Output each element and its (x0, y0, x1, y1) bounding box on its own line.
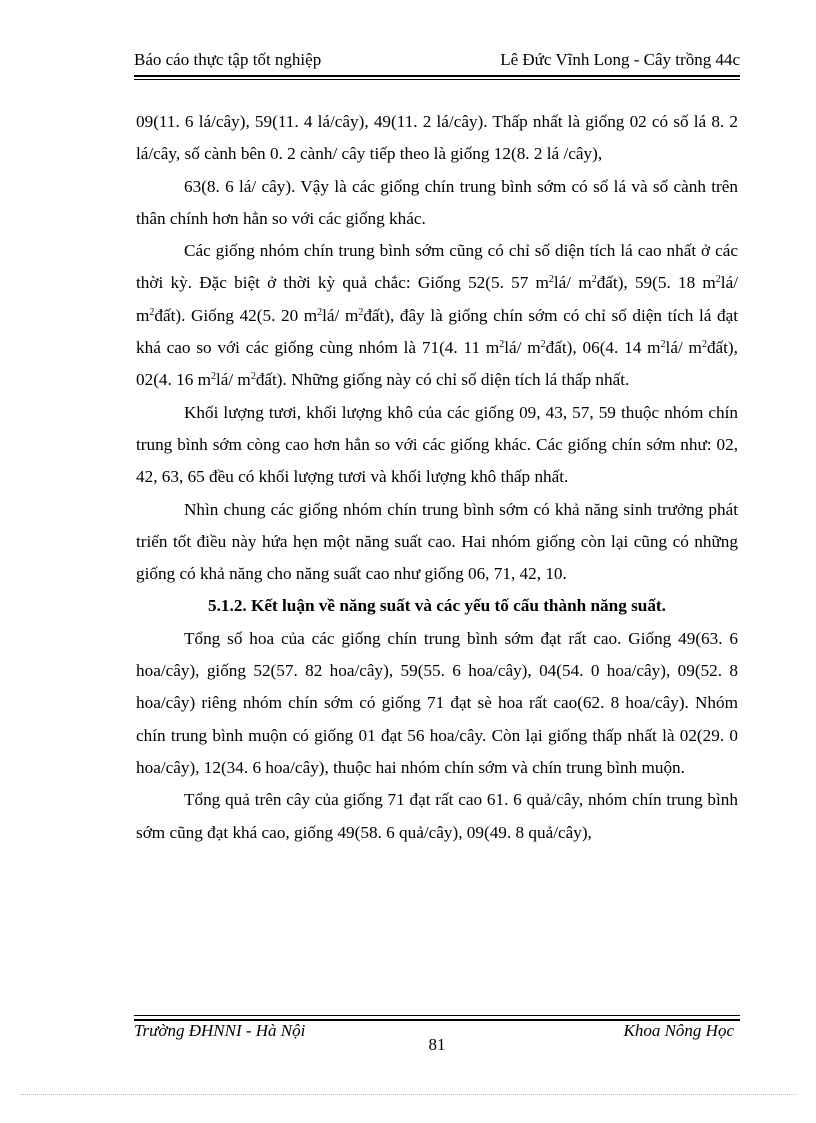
document-body (136, 106, 738, 849)
page-footer (134, 1021, 740, 1061)
paragraph-7: Tổng quả trên cây của giống 71 đạt rất cao 61. 6 quả/cây, nhóm chín trung bình sớm cũng đạt khá cao, giống 49(58. 6 quả/cây), 09(49. 8 quả/cây), (136, 790, 738, 842)
paragraph-5: Nhìn chung các giống nhóm chín trung bình sớm có khả năng sinh trưởng phát triển tốt điều này hứa hẹn một năng suất cao. Hai nhóm giống còn lại cũng có những giống có khả năng cho năng suất cao như giống 06, 71, 42, 10. (136, 499, 738, 584)
paragraph-6: Tổng số hoa của các giống chín trung bình sớm đạt rất cao. Giống 49(63. 6 hoa/cây), giống 52(57. 82 hoa/cây), 59(55. 6 hoa/cây), 04(54. 0 hoa/cây), 09(52. 8 hoa/cây) riêng nhóm chín sớm có giống 71 đạt sè hoa rất cao(62. 8 hoa/cây). Nhóm chín trung bình muộn có giống 01 đạt 56 hoa/cây. Còn lại giống thấp nhất là 02(29. 0 hoa/cây), 12(34. 6 hoa/cây), thuộc hai nhóm chín sớm và chín trung bình muộn. (136, 628, 738, 777)
footer-rule-thin (134, 1015, 740, 1016)
header-report-title: Báo cáo thực tập tốt nghiệp (134, 50, 322, 69)
page-number: 81 (428, 1035, 446, 1054)
paragraph-4: Khối lượng tươi, khối lượng khô của các giống 09, 43, 57, 59 thuộc nhóm chín trung bình sớm còng cao hơn hẳn so với các giống khác. Các giống chín sớm như: 02, 42, 63, 65 đều có khối lượng tươi và khối lượng khô thấp nhất. (136, 402, 738, 487)
section-heading: 5.1.2. Kết luận về năng suất và các yếu tố cấu thành năng suất. (208, 596, 666, 616)
paragraph-2: 63(8. 6 lá/ cây). Vậy là các giống chín trung bình sớm có số lá và số cành trên thân chính hơn hẳn so với các giống khác. (136, 176, 738, 228)
paragraph-1: 09(11. 6 lá/cây), 59(11. 4 lá/cây), 49(11. 2 lá/cây). Thấp nhất là giống 02 có số lá 8. 2 lá/cây, số cành bên 0. 2 cành/ cây tiếp theo là giống 12(8. 2 lá /cây), (136, 112, 738, 164)
paragraph-3: Các giống nhóm chín trung bình sớm cũng có chỉ số diện tích lá cao nhất ở các thời kỳ. Đặc biệt ở thời kỳ quả chắc: Giống 52(5. 57 $m^2lá/$ $m^2đất$), 59(5. 18 $m^2lá/$ $m^2đất$). Giống 42(5. 20 $m^2lá/$ $m^2đất$), đây là giống chín sớm có chỉ số diện tích lá đạt khá cao so với các giống cùng nhóm là 71(4. 11 $m^2lá/$ $m^2đất$), 06(4. 14 $m^2lá/$ $m^2đất$), 02(4. 16 $m^2lá/$ $m^2đất$). Những giống này có chỉ số diện tích lá thấp nhất. (136, 241, 738, 390)
page-bottom-divider (20, 1094, 796, 1095)
header-rule (134, 75, 740, 77)
footer-faculty: Khoa Nông Học (623, 1021, 734, 1040)
header-author: Lê Đức Vĩnh Long - Cây trồng 44c (500, 50, 740, 69)
header-rule-thin (134, 79, 740, 80)
footer-school: Trường ĐHNNI - Hà Nội (134, 1021, 306, 1040)
page-header (134, 50, 740, 74)
